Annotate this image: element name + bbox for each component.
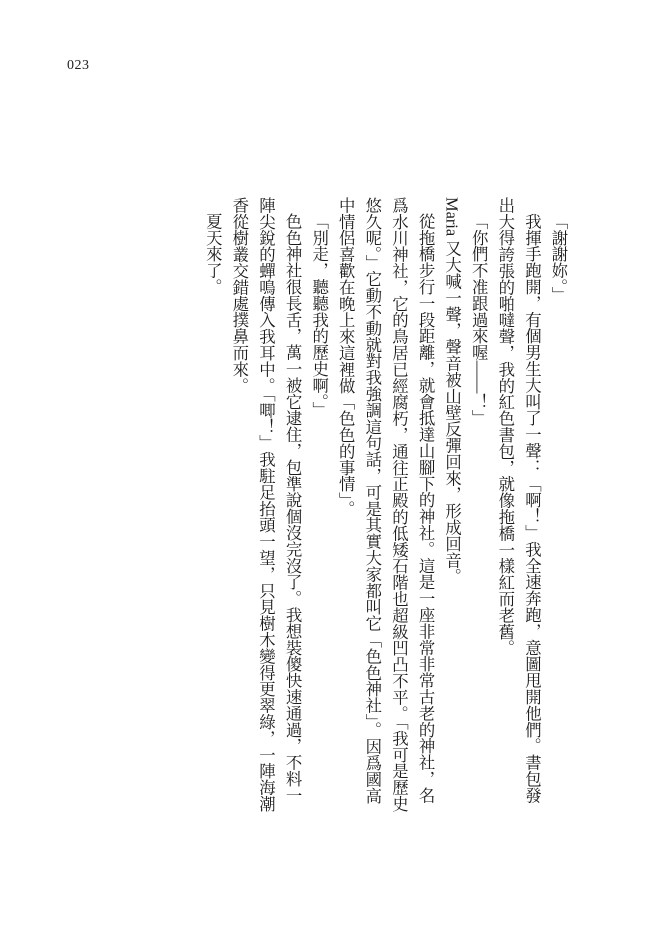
body-text [197,197,571,857]
text-line: 色色神社很長舌，萬一被它逮住，包準說個沒完沒了。我想裝傻快速通過，不料一 [283,213,303,804]
page-number: 023 [67,58,90,73]
text-line: 「別走，聽聽我的歷史啊。」 [309,213,329,419]
text-line: 中情侶喜歡在晚上來這裡做「色色的事情」。 [336,197,356,517]
text-line: 陣尖銳的蟬鳴傳入我耳中。「唧！」我駐足抬頭一望，只見樹木變得更翠綠，一陣海潮 [256,197,276,812]
paragraph [225,197,305,857]
paragraph [438,197,465,857]
text-line: 「你們不准跟過來喔——！」 [469,213,489,427]
text-line: 我揮手跑開，有個男生大叫了一聲：「啊！」我全速奔跑，意圖甩開他們。書包發 [522,213,542,804]
paragraph [544,197,571,857]
paragraph [465,197,492,857]
text-line: 出大得誇張的啪噠聲，我的紅色書包，就像拖橋一樣紅而老舊。 [495,197,515,657]
text-line: Maria 又大喊一聲，聲音被山壁反彈回來，形成回音。 [442,197,462,585]
paragraph [332,197,438,857]
text-line: 從拖橋步行一段距離，就會抵達山腳下的神社。這是一座非常非常古老的神社，名 [416,213,436,804]
text-line: 「謝謝妳。」 [549,213,568,304]
text-line: 夏天來了。 [203,213,223,296]
paragraph [491,197,544,857]
paragraph [199,197,226,857]
text-line: 香從樹叢交錯處撲鼻而來。 [229,197,249,394]
text-line: 爲水川神社，它的鳥居已經腐朽，通往正殿的低矮石階也超級凹凸不平。「我可是歷史 [389,197,409,812]
text-line: 悠久呢。」它動不動就對我強調這句話，可是其實大家都叫它「色色神社」。因爲國高 [362,197,382,804]
paragraph [305,197,332,857]
